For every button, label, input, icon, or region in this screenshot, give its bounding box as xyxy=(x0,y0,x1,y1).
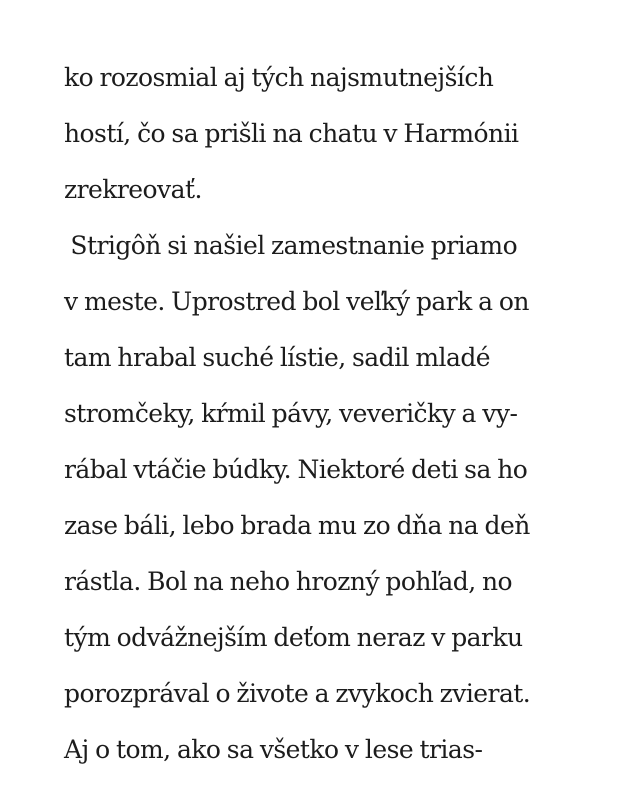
text-line: zrekreovať. xyxy=(64,175,202,204)
text-line: stromčeky, kŕmil pávy, veveričky a vy- xyxy=(64,399,518,428)
body-text xyxy=(64,50,624,778)
text-line: tým odvážnejším deťom neraz v parku xyxy=(64,623,523,652)
text-line: rástla. Bol na neho hrozný pohľad, no xyxy=(64,567,513,596)
text-line: hostí, čo sa prišli na chatu v Harmónii xyxy=(64,119,519,148)
text-line: v meste. Uprostred bol veľký park a on xyxy=(64,287,529,316)
text-line: Aj o tom, ako sa všetko v lese trias- xyxy=(64,735,483,764)
text-line: Strigôň si našiel zamestnanie priamo xyxy=(64,231,518,260)
text-line: porozprával o živote a zvykoch zvierat. xyxy=(64,679,531,708)
text-line: rábal vtáčie búdky. Niektoré deti sa ho xyxy=(64,455,528,484)
text-line: tam hrabal suché lístie, sadil mladé xyxy=(64,343,491,372)
text-line: ko rozosmial aj tých najsmutnejších xyxy=(64,63,494,92)
text-line: zase báli, lebo brada mu zo dňa na deň xyxy=(64,511,530,540)
